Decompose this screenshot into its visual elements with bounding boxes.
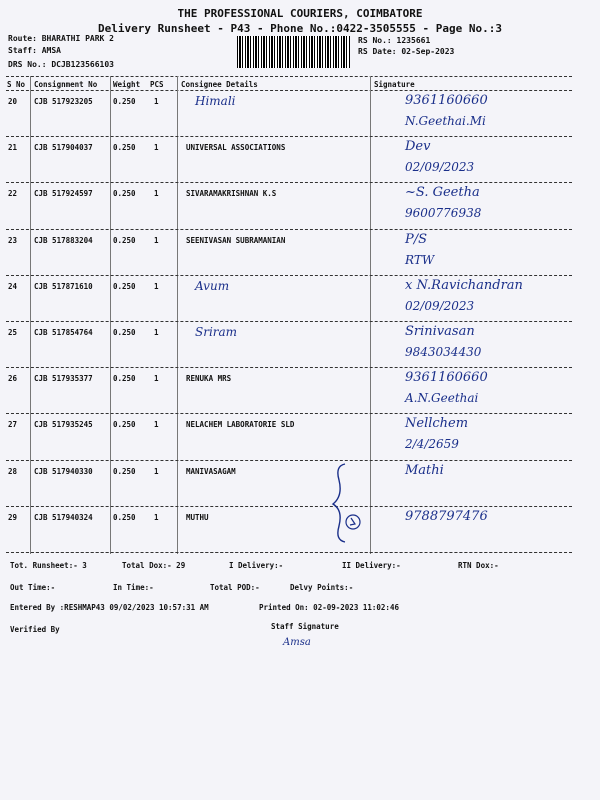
rs-no-line	[358, 36, 430, 45]
row-signature-line2: RTW	[405, 252, 435, 267]
runsheet-subtitle: Delivery Runsheet - P43 - Phone No.:0422-3505555 - Page No.:3	[98, 22, 502, 35]
col-divider	[177, 76, 178, 554]
row-divider	[6, 182, 572, 183]
col-header-sno: S No	[7, 80, 26, 89]
row-consignment-no: CJB 517883204	[34, 235, 93, 245]
row-pcs: 1	[154, 189, 159, 199]
rs-date-line	[358, 47, 454, 56]
row-divider	[6, 460, 572, 461]
row-weight: 0.250	[113, 420, 136, 430]
row-signature-line2: 9843034430	[405, 345, 482, 359]
printed-on: Printed On: 02-09-2023 11:02:46	[259, 603, 399, 612]
row-signature-line1: 9788797476	[405, 508, 488, 524]
route-value: BHARATHI PARK 2	[41, 34, 114, 43]
col-header-weight: Weight	[113, 80, 141, 89]
staff-value: AMSA	[41, 46, 61, 55]
row-signature-line2: 02/09/2023	[405, 298, 475, 313]
row-weight: 0.250	[113, 281, 136, 291]
drs-line	[8, 60, 114, 69]
header-bottom-rule	[6, 90, 572, 91]
drs-value: DCJB123566103	[51, 60, 114, 69]
bracket-mark	[325, 458, 365, 548]
route-line	[8, 34, 114, 43]
row-sno: 29	[8, 512, 18, 522]
row-signature-line1: Nellchem	[405, 416, 469, 432]
row-signature-line2: 9600776938	[405, 206, 482, 221]
row-consignment-no: CJB 517935245	[34, 420, 93, 430]
verified-by: Verified By	[10, 625, 60, 634]
row-weight: 0.250	[113, 466, 136, 476]
route-label: Route:	[8, 34, 37, 43]
col-header-pcs: PCS	[150, 80, 164, 89]
col-divider	[370, 76, 371, 554]
row-consignee: MUTHU	[186, 512, 209, 522]
out-time: Out Time:-	[10, 583, 56, 592]
row-signature-line1: ~S. Geetha	[405, 185, 480, 201]
row-consignee: SEENIVASAN SUBRAMANIAN	[186, 235, 286, 245]
row-weight: 0.250	[113, 328, 136, 337]
row-sno: 28	[8, 466, 18, 476]
col-header-consignee: Consignee Details	[181, 80, 258, 89]
row-signature-line2: 02/09/2023	[405, 160, 475, 175]
row-signature-line1: 9361160660	[405, 370, 488, 386]
row-consignee: UNIVERSAL ASSOCIATIONS	[186, 143, 286, 153]
row-consignee-handwritten: Sriram	[195, 325, 238, 339]
col-divider	[110, 76, 111, 554]
entered-by: Entered By :RESHMAP43 09/02/2023 10:57:31 AM	[10, 603, 209, 612]
total-pod: Total POD:-	[210, 583, 260, 592]
row-consignee-handwritten: Himali	[195, 94, 236, 108]
row-weight: 0.250	[113, 374, 136, 384]
total-dox: Total Dox:- 29	[122, 561, 186, 570]
tot-runsheet: Tot. Runsheet:- 3	[10, 561, 87, 570]
rs-no-value: 1235661	[396, 36, 431, 45]
row-sno: 23	[8, 235, 18, 245]
row-divider	[6, 275, 572, 276]
row-pcs: 1	[154, 97, 159, 106]
rtn-dox: RTN Dox:-	[458, 561, 499, 570]
row-sno: 26	[8, 374, 18, 384]
row-divider	[6, 321, 572, 322]
i-delivery: I Delivery:-	[229, 561, 284, 570]
col-header-signature: Signature	[374, 80, 415, 89]
row-consignee: RENUKA MRS	[186, 374, 232, 384]
row-consignment-no: CJB 517923205	[34, 97, 93, 106]
row-weight: 0.250	[113, 97, 136, 106]
row-consignment-no: CJB 517935377	[34, 374, 93, 384]
row-divider	[6, 367, 572, 368]
col-header-consignment: Consignment No	[34, 80, 98, 89]
row-sno: 24	[8, 281, 18, 291]
staff-label: Staff:	[8, 46, 37, 55]
barcode-image	[237, 36, 350, 68]
row-signature-line1: P/S	[405, 231, 428, 247]
row-signature-line1: Mathi	[405, 462, 444, 478]
row-consignment-no: CJB 517924597	[34, 189, 93, 199]
row-weight: 0.250	[113, 512, 136, 522]
row-signature-line2: N.Geethai.Mi	[405, 114, 486, 128]
row-consignee-handwritten: Avum	[195, 278, 230, 293]
row-pcs: 1	[154, 466, 159, 476]
row-sno: 20	[8, 97, 18, 106]
row-divider	[6, 506, 572, 507]
row-consignment-no: CJB 517854764	[34, 328, 93, 337]
row-divider	[6, 229, 572, 230]
row-signature-line1: x N.Ravichandran	[405, 277, 523, 293]
in-time: In Time:-	[113, 583, 154, 592]
rs-date-label: RS Date:	[358, 47, 397, 56]
ii-delivery: II Delivery:-	[342, 561, 401, 570]
row-consignment-no: CJB 517940330	[34, 466, 93, 476]
row-signature-line1: Dev	[405, 139, 431, 155]
row-pcs: 1	[154, 374, 159, 384]
col-divider	[30, 76, 31, 554]
row-signature-line2: A.N.Geethai	[405, 391, 479, 406]
row-sno: 27	[8, 420, 18, 430]
row-pcs: 1	[154, 143, 159, 153]
staff-signature-label: Staff Signature	[271, 622, 339, 631]
row-weight: 0.250	[113, 189, 136, 199]
rs-no-label: RS No.:	[358, 36, 392, 45]
row-pcs: 1	[154, 281, 159, 291]
row-consignment-no: CJB 517904037	[34, 143, 93, 153]
row-consignee: SIVARAMAKRISHNAN K.S	[186, 189, 277, 199]
row-divider	[6, 413, 572, 414]
row-sno: 21	[8, 143, 18, 153]
drs-label: DRS No.:	[8, 60, 47, 69]
staff-signature-handwritten: Amsa	[283, 637, 311, 648]
row-pcs: 1	[154, 328, 159, 337]
row-sno: 22	[8, 189, 18, 199]
table-top-rule	[6, 76, 572, 77]
row-consignee: MANIVASAGAM	[186, 466, 236, 476]
company-title: THE PROFESSIONAL COURIERS, COIMBATORE	[177, 7, 423, 20]
row-consignee: NELACHEM LABORATORIE SLD	[186, 420, 295, 430]
row-pcs: 1	[154, 420, 159, 430]
row-signature-line1: 9361160660	[405, 93, 488, 108]
row-weight: 0.250	[113, 235, 136, 245]
row-divider	[6, 136, 572, 137]
row-signature-line2: 2/4/2659	[405, 437, 459, 452]
rs-date-value: 02-Sep-2023	[401, 47, 455, 56]
row-weight: 0.250	[113, 143, 136, 153]
staff-line	[8, 46, 61, 55]
row-pcs: 1	[154, 512, 159, 522]
row-pcs: 1	[154, 235, 159, 245]
row-signature-line1: Srinivasan	[405, 324, 475, 339]
row-sno: 25	[8, 328, 18, 337]
delvy-points: Delvy Points:-	[290, 583, 354, 592]
row-consignment-no: CJB 517871610	[34, 281, 93, 291]
row-consignment-no: CJB 517940324	[34, 512, 93, 522]
footer-top-rule	[6, 552, 572, 553]
